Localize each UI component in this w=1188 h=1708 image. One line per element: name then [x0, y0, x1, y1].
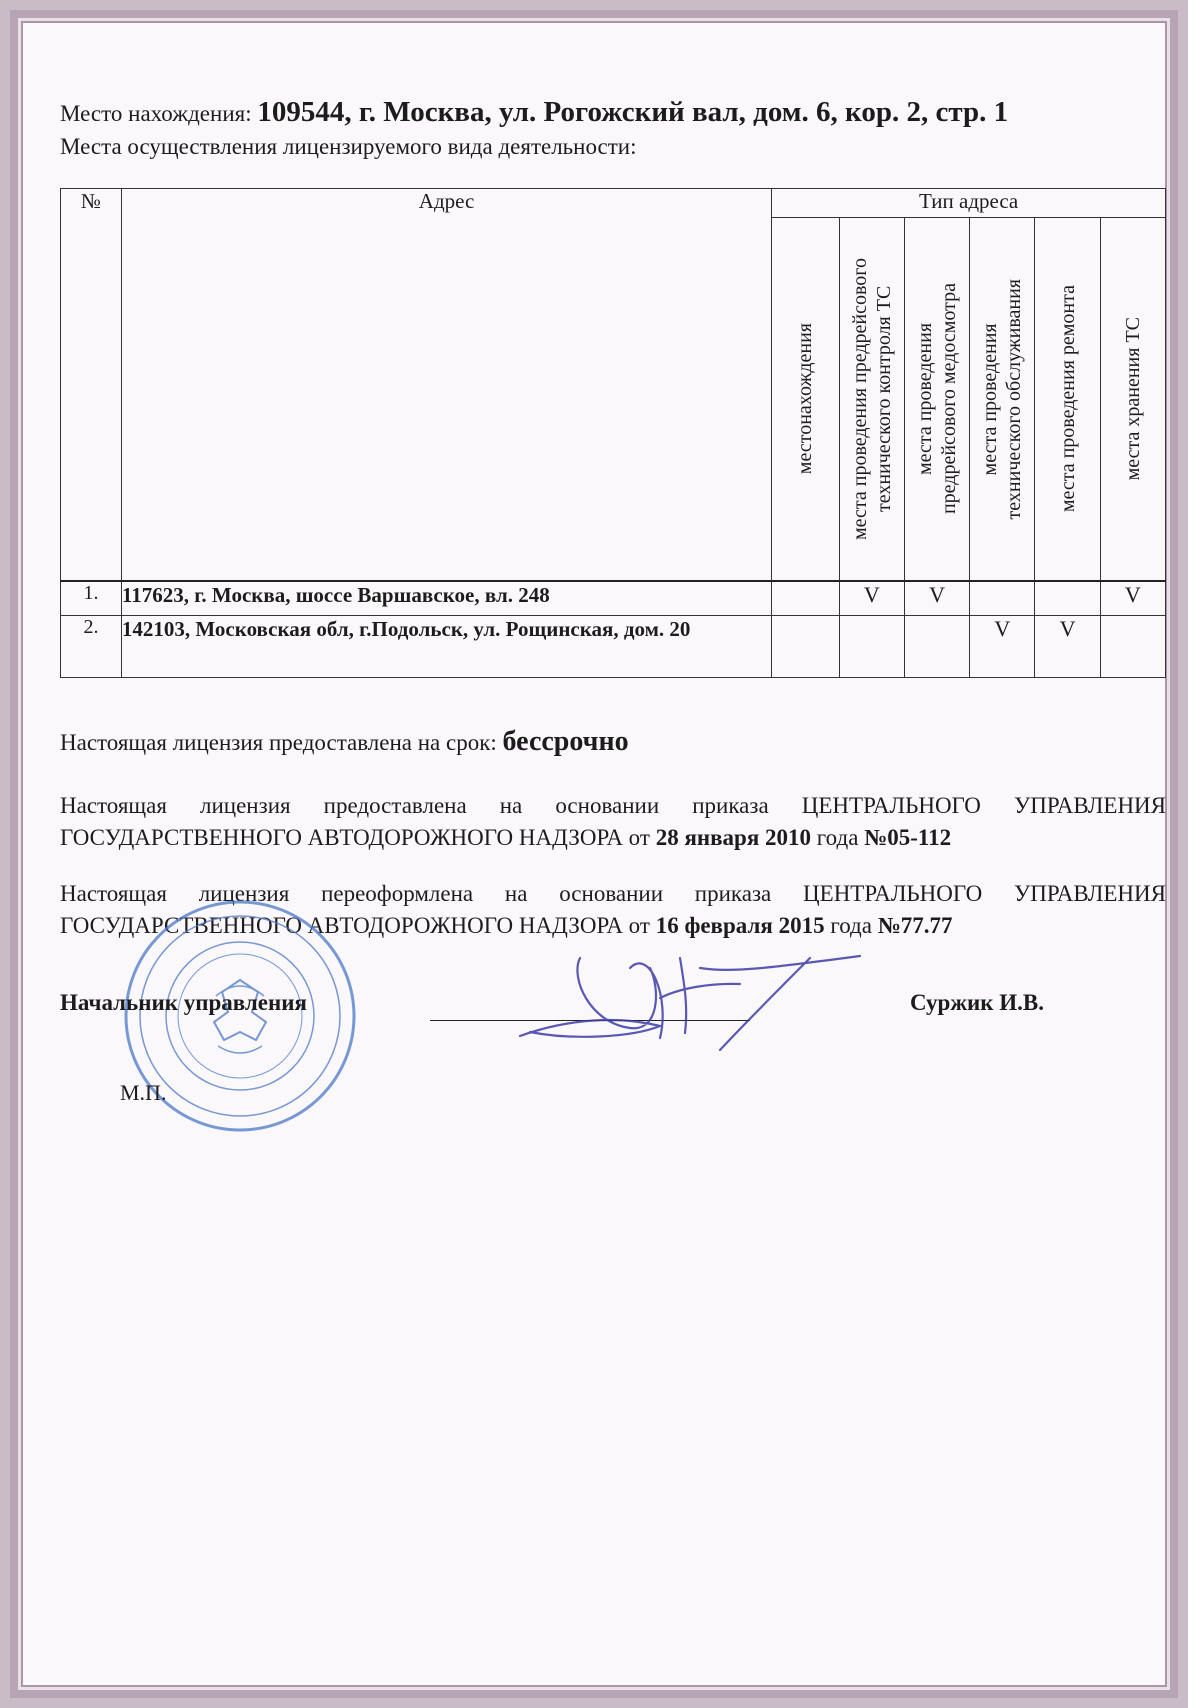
type-med-check-header: места проведения предрейсового медосмотра [904, 218, 969, 582]
chief-position: Начальник управления [60, 990, 307, 1015]
type-storage-header: места хранения ТС [1100, 218, 1165, 582]
signature-icon [510, 928, 870, 1058]
type-tech-control-header: места проведения предрейсового технического контроля ТС [839, 218, 904, 582]
addresses-table [60, 188, 1166, 678]
seal-label: М.П. [120, 1080, 167, 1105]
term-label: Настоящая лицензия предоставлена на срок: [60, 730, 497, 755]
col-number-header: № [61, 189, 122, 582]
term-value: бессрочно [502, 726, 629, 757]
col-type-header: Тип адреса [772, 189, 1166, 218]
location-value: 109544, г. Москва, ул. Рогожский вал, дом. 6, кор. 2, стр. 1 [257, 96, 1009, 128]
type-location-header: местонахождения [772, 218, 839, 582]
reissue-paragraph: Настоящая лицензия переоформлена на основании приказа ЦЕНТРАЛЬНОГО УПРАВЛЕНИЯ ГОСУДАРСТВЕННОГО АВТОДОРОЖНОГО НАДЗОРА от 16 февраля 2015 года №77.77 [60, 881, 1166, 938]
col-address-header: Адрес [121, 189, 771, 582]
location-line [60, 96, 1008, 129]
basis-paragraph: Настоящая лицензия предоставлена на основании приказа ЦЕНТРАЛЬНОГО УПРАВЛЕНИЯ ГОСУДАРСТВЕННОГО АВТОДОРОЖНОГО НАДЗОРА от 28 января 2010 года №05-112 [60, 793, 1166, 850]
places-label: Места осуществления лицензируемого вида деятельности: [60, 134, 637, 159]
chief-name: Суржик И.В. [910, 990, 1044, 1015]
location-label: Место нахождения: [60, 101, 252, 126]
type-repair-header: места проведения ремонта [1035, 218, 1100, 582]
license-term [60, 726, 629, 758]
type-maintenance-header: места проведения технического обслуживания [970, 218, 1035, 582]
table-row: 1. 117623, г. Москва, шоссе Варшавское, вл. 248 V V V [61, 581, 1166, 615]
table-row: 2. 142103, Московская обл, г.Подольск, ул. Рощинская, дом. 20 V V [61, 615, 1166, 677]
document-page [10, 10, 1178, 1698]
